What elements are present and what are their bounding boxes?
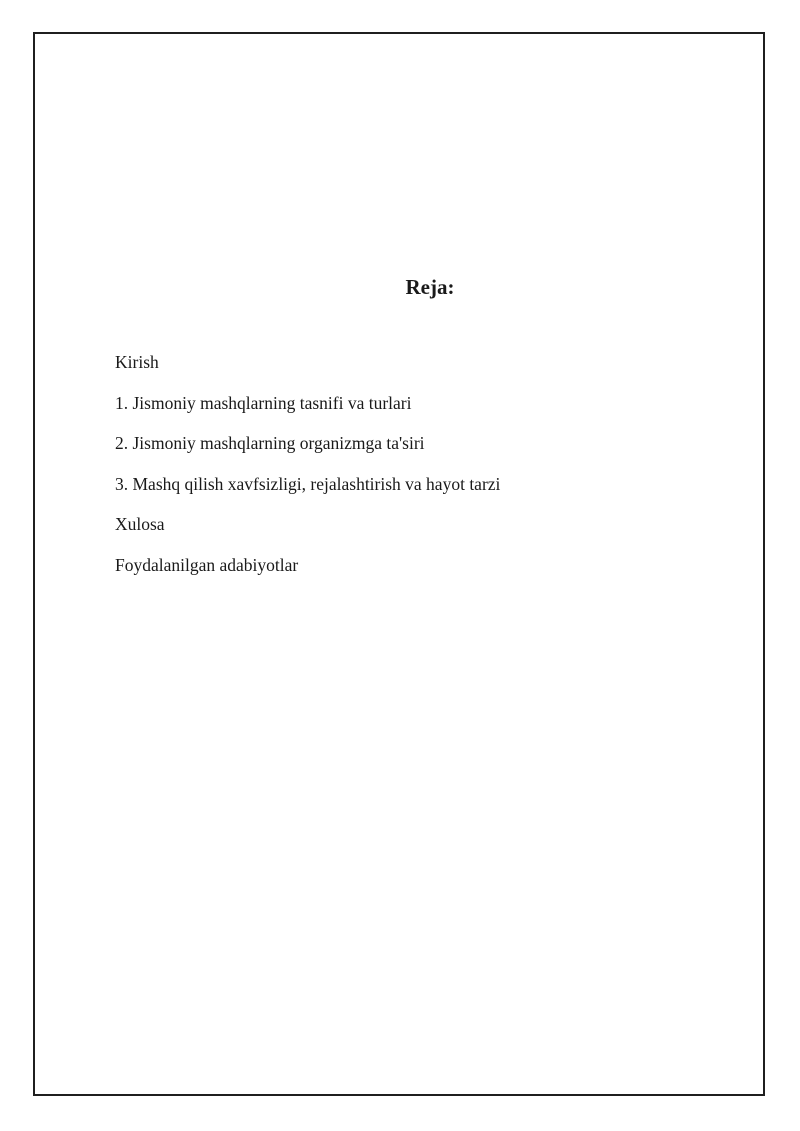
plan-item-section-2: 2. Jismoniy mashqlarning organizmga ta'siri <box>115 433 425 453</box>
plan-item-section-3: 3. Mashq qilish xavfsizligi, rejalashtirish va hayot tarzi <box>115 473 501 494</box>
plan-item-references: Foydalanilgan adabiyotlar <box>115 554 299 575</box>
plan-title: Reja: <box>405 275 455 299</box>
plan-item-section-1: 1. Jismoniy mashqlarning tasnifi va turlari <box>115 392 412 413</box>
plan-list <box>115 350 500 593</box>
plan-item-introduction: Kirish <box>115 352 159 372</box>
plan-item-conclusion: Xulosa <box>115 514 165 534</box>
